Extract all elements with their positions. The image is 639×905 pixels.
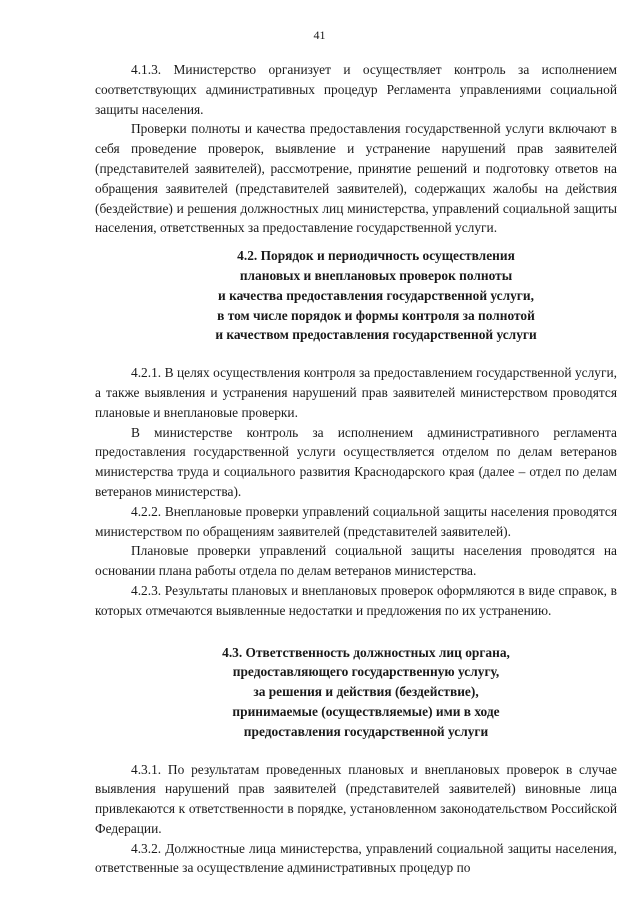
heading-4-3-line: 4.3. Ответственность должностных лиц органа, — [222, 644, 510, 660]
heading-4-3-line: предоставления государственной услуги — [243, 723, 489, 739]
paragraph-4-2-2: 4.2.2. Внеплановые проверки управлений социальной защиты населения проводятся министерством по обращениям заявителей (представителей заявителей). — [95, 503, 617, 539]
heading-4-3-line: принимаемые (осуществляемые) ими в ходе — [232, 703, 500, 719]
paragraph-4-2-3: 4.2.3. Результаты плановых и внеплановых проверок оформляются в виде справок, в которых отмечаются выявленные недостатки и предложения по их устранению. — [95, 582, 617, 618]
paragraph-4-3-2: 4.3.2. Должностные лица министерства, управлений социальной защиты населения, ответственные за осуществление административных процедур по — [95, 840, 617, 876]
heading-4-2-line: 4.2. Порядок и периодичность осуществления — [237, 248, 515, 264]
paragraph-4-3-1: 4.3.1. По результатам проведенных плановых и внеплановых проверок в случае выявления нарушений прав заявителей (представителей заявителей) виновные лица привлекаются к ответственности в порядке, установленном законодательством Российской Федерации. — [95, 761, 617, 836]
heading-4-2-line: и качеством предоставления государственной услуги — [215, 327, 537, 343]
heading-4-2-line: и качества предоставления государственной услуги, — [218, 287, 534, 303]
paragraph-checks: Проверки полноты и качества предоставления государственной услуги включают в себя проведение проверок, выявление и устранение нарушений прав заявителей (представителей заявителей), рассмотрение, принятие решений и подготовку ответов на обращения заявителей (представителей заявителей), содержащих жалобы на действия (бездействие) и решения должностных лиц министерства, управлений социальной защиты населения, ответственных за предоставление государственной услуги. — [95, 121, 617, 236]
heading-4-2 — [95, 246, 617, 345]
paragraph-4-2-1: 4.2.1. В целях осуществления контроля за предоставлением государственной услуги, а также выявления и устранения нарушений прав заявителей министерством проводятся плановые и внеплановые проверки. — [95, 365, 617, 420]
heading-4-2-line: в том числе порядок и формы контроля за полнотой — [217, 307, 535, 323]
heading-4-3 — [95, 643, 617, 742]
page-number: 41 — [313, 28, 326, 42]
paragraph-ministry-control: В министерстве контроль за исполнением административного регламента предоставления государственной услуги осуществляется отделом по делам ветеранов министерства труда и социального развития Краснодарского края (далее – отдел по делам ветеранов министерства). — [95, 424, 617, 499]
heading-4-2-line: плановых и внеплановых проверок полноты — [239, 267, 513, 283]
paragraph-planned-checks: Плановые проверки управлений социальной защиты населения проводятся на основании плана работы отдела по делам ветеранов министерства. — [95, 543, 617, 579]
heading-4-3-line: предоставляющего государственную услугу, — [232, 664, 500, 680]
paragraph-4-1-3: 4.1.3. Министерство организует и осуществляет контроль за исполнением соответствующих административных процедур Регламента управлениями социальной защиты населения. — [95, 62, 617, 117]
document-body — [95, 60, 617, 878]
heading-4-3-line: за решения и действия (бездействие), — [253, 684, 479, 700]
